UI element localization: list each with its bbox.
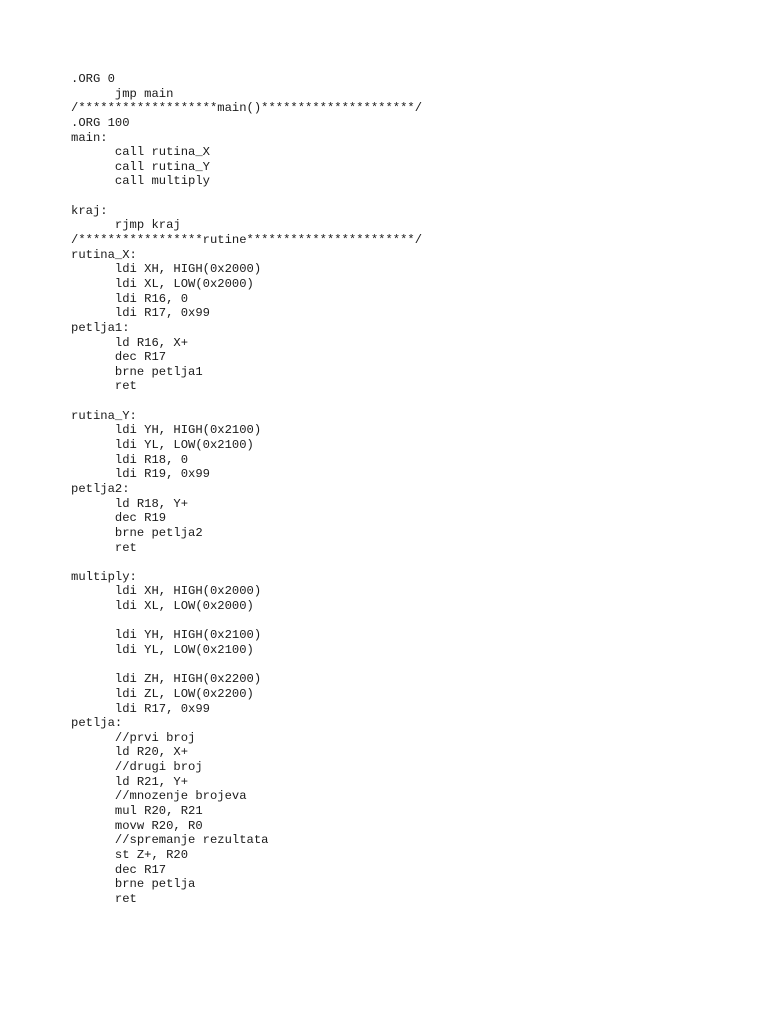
code-listing [71, 72, 751, 907]
code-line: ldi YH, HIGH(0x2100) [71, 628, 262, 643]
code-line [71, 394, 751, 409]
code-line: brne petlja2 [71, 525, 203, 540]
code-line: ldi R16, 0 [71, 291, 189, 306]
code-line [71, 189, 751, 204]
code-line: call multiply [71, 174, 210, 189]
code-line: petlja1: [71, 320, 130, 335]
code-line: /*****************rutine***********************/ [71, 233, 423, 248]
code-line: ldi XL, LOW(0x2000) [71, 599, 254, 614]
code-line: dec R19 [71, 511, 167, 526]
code-line: petlja2: [71, 481, 130, 496]
code-line: st Z+, R20 [71, 847, 189, 862]
code-line: ldi R17, 0x99 [71, 306, 210, 321]
code-line: rutina_Y: [71, 408, 137, 423]
code-line: //spremanje rezultata [71, 833, 269, 848]
code-line: ret [71, 379, 137, 394]
code-line: ld R20, X+ [71, 745, 189, 760]
code-line: rjmp kraj [71, 218, 181, 233]
code-line: ldi R19, 0x99 [71, 467, 210, 482]
code-line: ld R21, Y+ [71, 774, 189, 789]
code-line: ldi YL, LOW(0x2100) [71, 642, 254, 657]
code-line: //mnozenje brojeva [71, 789, 247, 804]
code-line [71, 658, 751, 673]
code-line [71, 614, 751, 629]
code-line: .ORG 0 [71, 72, 115, 86]
code-line: rutina_X: [71, 247, 137, 262]
code-line: ldi XH, HIGH(0x2000) [71, 262, 262, 277]
code-line: kraj: [71, 203, 108, 218]
code-line: ldi YL, LOW(0x2100) [71, 438, 254, 453]
code-line: petlja: [71, 716, 123, 731]
code-line: call rutina_X [71, 145, 210, 160]
code-line: dec R17 [71, 862, 167, 877]
code-line: ldi R18, 0 [71, 452, 189, 467]
code-line: multiply: [71, 569, 137, 584]
code-line: jmp main [71, 86, 174, 101]
code-line: /*******************main()*********************/ [71, 101, 423, 116]
code-line: main: [71, 130, 108, 145]
code-line: call rutina_Y [71, 159, 210, 174]
code-line: ret [71, 891, 137, 906]
code-line: ldi ZL, LOW(0x2200) [71, 686, 254, 701]
code-line: //drugi broj [71, 760, 203, 775]
code-line [71, 555, 751, 570]
code-line: movw R20, R0 [71, 818, 203, 833]
code-line: ld R18, Y+ [71, 496, 189, 511]
code-line: .ORG 100 [71, 115, 130, 130]
code-line: dec R17 [71, 350, 167, 365]
code-line: ldi XH, HIGH(0x2000) [71, 584, 262, 599]
code-line: mul R20, R21 [71, 804, 203, 819]
code-line: ld R16, X+ [71, 335, 189, 350]
code-line: ldi XL, LOW(0x2000) [71, 276, 254, 291]
code-line: ldi YH, HIGH(0x2100) [71, 423, 262, 438]
code-line: brne petlja [71, 877, 196, 892]
code-line: ldi R17, 0x99 [71, 701, 210, 716]
code-line: ldi ZH, HIGH(0x2200) [71, 672, 262, 687]
code-line: ret [71, 540, 137, 555]
code-line: //prvi broj [71, 730, 196, 745]
code-line: brne petlja1 [71, 364, 203, 379]
